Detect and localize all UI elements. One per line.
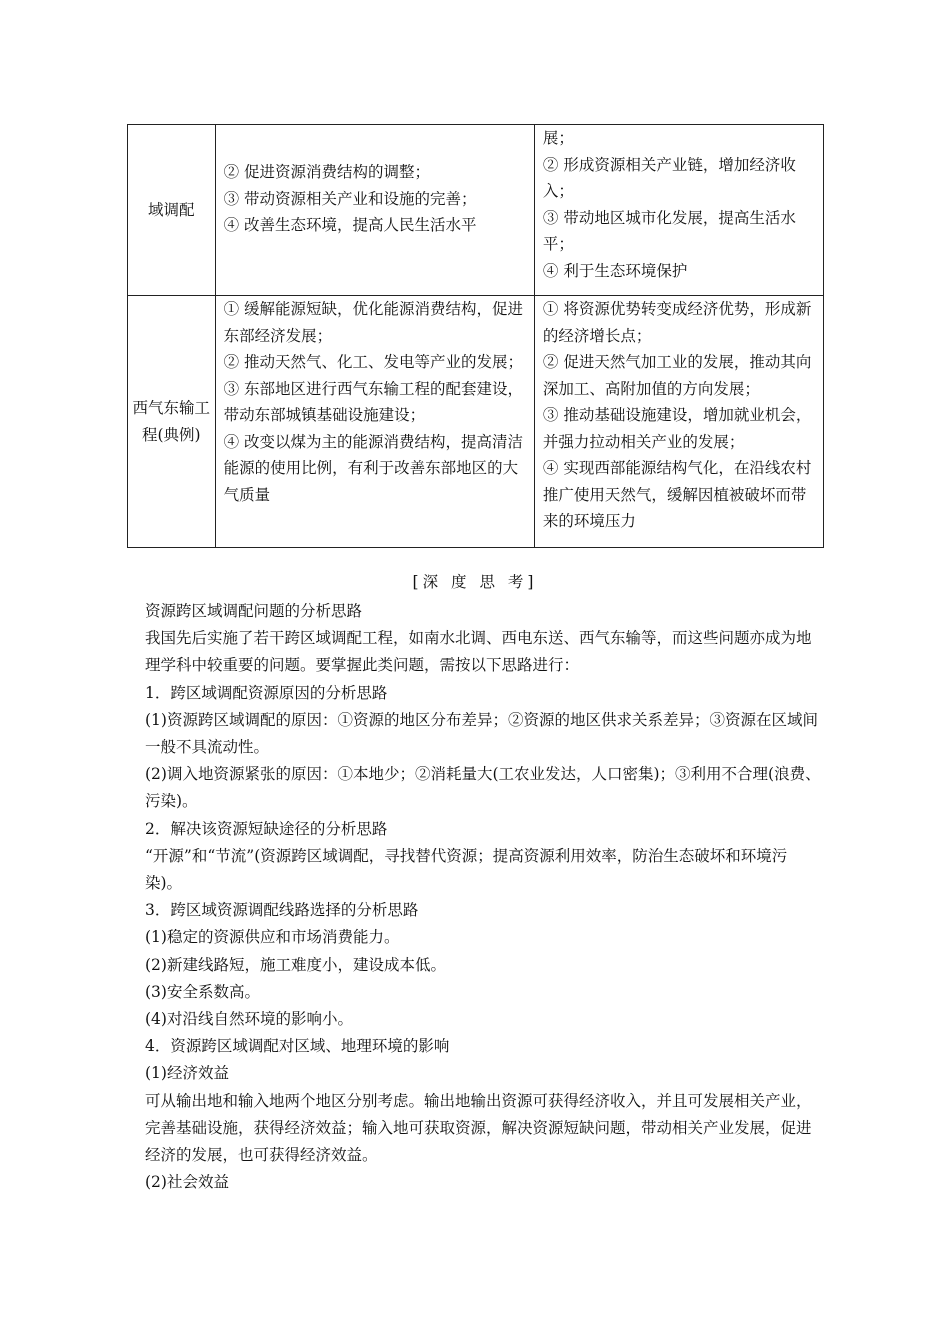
cell-line: ④ 改变以煤为主的能源消费结构，提高清洁能源的使用比例，有利于改善东部地区的大气质量 bbox=[223, 432, 524, 504]
cell-line: ③ 带动地区城市化发展，提高生活水平； bbox=[542, 208, 796, 253]
cell-line: ① 缓解能源短缺，优化能源消费结构，促进东部经济发展； bbox=[223, 300, 524, 345]
cell-line: ④ 实现西部能源结构气化，在沿线农村推广使用天然气，缓解因植被破坏而带来的环境压力 bbox=[542, 459, 812, 530]
cell-line: ② 推动天然气、化工、发电等产业的发展； bbox=[223, 353, 524, 371]
input-region-cell bbox=[215, 296, 534, 548]
paragraph: (1)经济效益 bbox=[145, 1064, 229, 1083]
table-row bbox=[128, 125, 824, 296]
output-region-cell bbox=[534, 125, 823, 296]
cell-line: ③ 东部地区进行西气东输工程的配套建设，带动东部城镇基础设施建设； bbox=[223, 379, 524, 424]
cell-line: ④ 改善生态环境，提高人民生活水平 bbox=[223, 216, 477, 234]
cell-line: ③ 推动基础设施建设，增加就业机会，并强力拉动相关产业的发展； bbox=[542, 406, 812, 451]
comparison-table bbox=[127, 124, 824, 548]
row-label: 域调配 bbox=[128, 125, 216, 296]
cell-line: ④ 利于生态环境保护 bbox=[542, 261, 688, 280]
paragraph: “开源”和“节流”(资源跨区域调配，寻找替代资源；提高资源利用效率，防治生态破坏和环境污染)。 bbox=[145, 846, 788, 893]
paragraph: 2．解决该资源短缺途径的分析思路 bbox=[145, 819, 388, 838]
paragraph: 3．跨区域资源调配线路选择的分析思路 bbox=[145, 901, 419, 920]
paragraph: 4．资源跨区域调配对区域、地理环境的影响 bbox=[145, 1037, 450, 1056]
table-row bbox=[128, 296, 824, 548]
cell-line: ② 促进天然气加工业的发展，推动其向深加工、高附加值的方向发展； bbox=[542, 353, 812, 398]
input-region-cell bbox=[215, 125, 534, 296]
paragraph: (4)对沿线自然环境的影响小。 bbox=[145, 1010, 353, 1029]
cell-line: ② 形成资源相关产业链，增加经济收入； bbox=[542, 155, 796, 200]
cell-line: ① 将资源优势转变成经济优势，形成新的经济增长点； bbox=[542, 300, 812, 345]
paragraph: (1)资源跨区域调配的原因：①资源的地区分布差异；②资源的地区供求关系差异；③资源在区域间一般不具流动性。 bbox=[145, 710, 818, 757]
paragraph: 可从输出地和输入地两个地区分别考虑。输出地输出资源可获得经济收入，并且可发展相关产业，完善基础设施，获得经济效益；输入地可获取资源，解决资源短缺问题，带动相关产业发展，促进经济的发展，也可获得经济效益。 bbox=[145, 1091, 812, 1165]
paragraph: (1)稳定的资源供应和市场消费能力。 bbox=[145, 928, 400, 947]
paragraph: (2)调入地资源紧张的原因：①本地少；②消耗量大(工农业发达，人口密集)；③利用不合理(浪费、污染)。 bbox=[145, 765, 821, 811]
output-region-cell bbox=[534, 296, 823, 548]
paragraph: 资源跨区域调配问题的分析思路 bbox=[145, 602, 363, 620]
paragraph: (2)新建线路短，施工难度小，建设成本低。 bbox=[145, 955, 446, 974]
cell-line: ③ 带动资源相关产业和设施的完善； bbox=[223, 189, 477, 208]
paragraph: 1．跨区域调配资源原因的分析思路 bbox=[145, 683, 388, 702]
paragraph: (3)安全系数高。 bbox=[145, 982, 260, 1001]
cell-line: 展； bbox=[542, 129, 574, 147]
document-body bbox=[145, 598, 822, 1196]
row-label: 西气东输工程(典例) bbox=[128, 296, 216, 548]
paragraph: 我国先后实施了若干跨区域调配工程，如南水北调、西电东送、西气东输等，而这些问题亦成为地理学科中较重要的问题。要掌握此类问题，需按以下思路进行： bbox=[145, 629, 812, 675]
cell-line: ② 促进资源消费结构的调整； bbox=[223, 163, 431, 181]
section-title: [深 度 思 考] bbox=[412, 573, 538, 591]
paragraph: (2)社会效益 bbox=[145, 1173, 229, 1192]
